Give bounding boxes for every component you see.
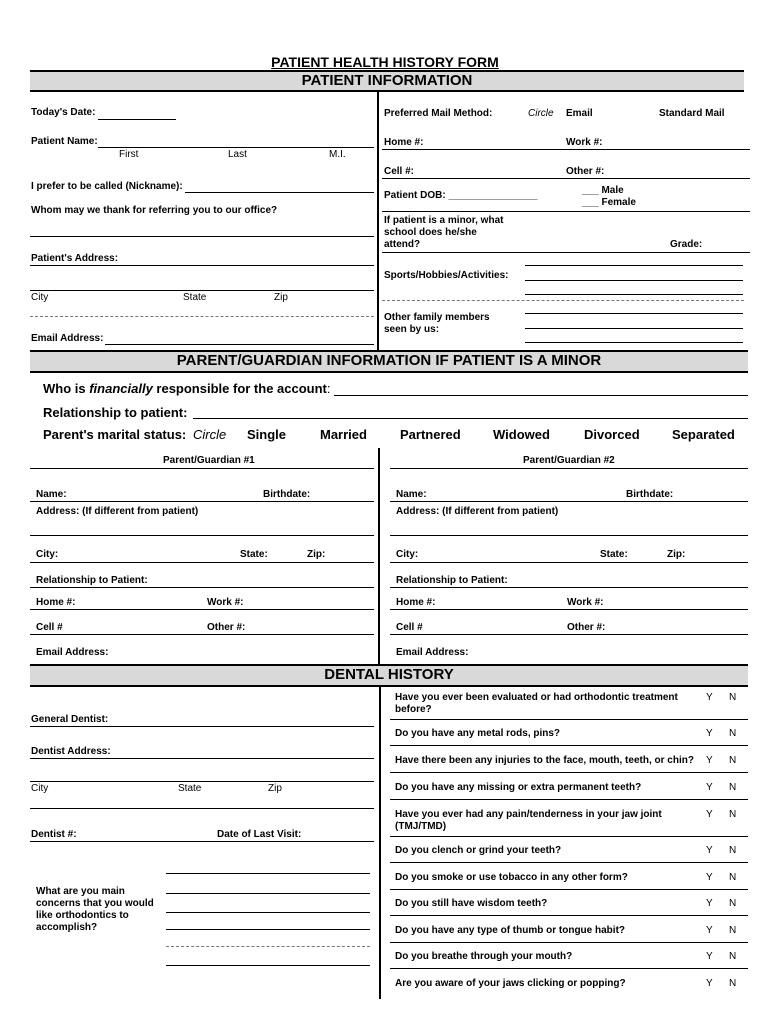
q9-yes[interactable]: Y: [706, 925, 713, 936]
g1-email-label: Email Address:: [36, 647, 109, 658]
dentist-zip-caption: Zip: [268, 783, 282, 794]
last-name-caption: Last: [228, 149, 247, 160]
g2-address-field[interactable]: [390, 535, 748, 536]
q6-yes[interactable]: Y: [706, 845, 713, 856]
guardian-2-heading: Parent/Guardian #2: [523, 455, 615, 466]
status-single[interactable]: Single: [247, 427, 287, 442]
q5-yes[interactable]: Y: [706, 809, 713, 820]
question-metal-rods: Do you have any metal rods, pins?: [395, 728, 561, 739]
cell-phone-label: Cell #:: [384, 166, 415, 177]
dentist-number-label: Dentist #:: [31, 829, 77, 840]
minor-school-label: If patient is a minor, what school does he/she attend?: [384, 215, 504, 250]
g2-state-label: State:: [600, 549, 628, 560]
column-divider: [377, 92, 379, 350]
g1-work-label: Work #:: [207, 597, 244, 608]
g2-email-label: Email Address:: [396, 647, 469, 658]
question-orthodontic-treatment: Have you ever been evaluated or had orthodontic treatment before?: [395, 692, 678, 715]
g1-relationship-label: Relationship to Patient:: [36, 575, 148, 586]
g1-address-label: Address: (If different from patient): [36, 506, 199, 517]
patient-address-field[interactable]: [30, 265, 374, 266]
concerns-field-6[interactable]: [166, 965, 370, 966]
status-widowed[interactable]: Widowed: [493, 427, 550, 442]
status-married[interactable]: Married: [320, 427, 367, 442]
question-jaw-pain: Have you ever had any pain/tenderness in your jaw joint (TMJ/TMD): [395, 809, 662, 832]
relationship-field[interactable]: [193, 418, 748, 419]
question-mouth-breathing: Do you breathe through your mouth?: [395, 951, 573, 962]
q10-divider: [390, 968, 748, 969]
school-grade-field[interactable]: [382, 252, 750, 253]
guardian-2-heading-line: [390, 468, 748, 469]
general-dentist-field[interactable]: [30, 726, 374, 727]
family-field-2[interactable]: [525, 328, 743, 329]
status-separated[interactable]: Separated: [672, 427, 735, 442]
other-phone-label: Other #:: [566, 166, 605, 177]
todays-date-field[interactable]: [98, 119, 176, 120]
q5-no[interactable]: N: [729, 809, 737, 820]
q2-yes[interactable]: Y: [706, 728, 713, 739]
nickname-field[interactable]: [185, 192, 374, 193]
status-partnered[interactable]: Partnered: [400, 427, 461, 442]
dentist-city-caption: City: [31, 783, 49, 794]
g1-city-label: City:: [36, 549, 59, 560]
q1-yes[interactable]: Y: [706, 692, 713, 703]
mail-option-standard[interactable]: Standard Mail: [659, 108, 725, 119]
q2-divider: [390, 745, 748, 746]
q1-no[interactable]: N: [729, 692, 737, 703]
q10-yes[interactable]: Y: [706, 951, 713, 962]
g2-city-label: City:: [396, 549, 419, 560]
g2-cell-other-field[interactable]: [390, 634, 748, 635]
patient-address-field-2[interactable]: [30, 290, 374, 291]
g1-cell-other-field[interactable]: [30, 634, 374, 635]
q1-divider: [390, 719, 748, 720]
concerns-field-2[interactable]: [166, 893, 370, 894]
family-field-1[interactable]: [525, 313, 743, 314]
marital-status-label: Parent's marital status:: [43, 427, 187, 442]
form-title: PATIENT HEALTH HISTORY FORM: [271, 54, 499, 70]
main-concerns-label: What are you main concerns that you would like orthodontics to accomplish?: [36, 886, 154, 933]
g1-city-field[interactable]: [30, 562, 374, 563]
sports-field-2[interactable]: [525, 280, 743, 281]
dentist-address-label: Dentist Address:: [31, 746, 111, 757]
q5-divider: [390, 836, 748, 837]
g2-city-field[interactable]: [390, 562, 748, 563]
referral-field[interactable]: [30, 236, 374, 237]
g1-relationship-field[interactable]: [30, 587, 374, 588]
dentist-address-field[interactable]: [30, 758, 374, 759]
question-clench-grind: Do you clench or grind your teeth?: [395, 845, 562, 856]
concerns-field-1[interactable]: [166, 873, 370, 874]
patient-dob-label[interactable]: Patient DOB: ________________: [384, 190, 538, 201]
city-caption: City: [31, 292, 49, 303]
question-missing-teeth: Do you have any missing or extra permanent teeth?: [395, 782, 642, 793]
dentist-state-caption: State: [178, 783, 202, 794]
concerns-field-4[interactable]: [166, 929, 370, 930]
g2-birthdate-label: Birthdate:: [626, 489, 674, 500]
mi-caption: M.I.: [329, 149, 346, 160]
email-address-field[interactable]: [105, 344, 374, 345]
q11-yes[interactable]: Y: [706, 978, 713, 989]
q8-no[interactable]: N: [729, 898, 737, 909]
q10-no[interactable]: N: [729, 951, 737, 962]
mail-option-email[interactable]: Email: [566, 108, 593, 119]
sports-label: Sports/Hobbies/Activities:: [384, 270, 509, 281]
dob-row-divider: [382, 211, 750, 212]
g1-birthdate-label: Birthdate:: [263, 489, 311, 500]
g2-address-label: Address: (If different from patient): [396, 506, 559, 517]
gender-male-option[interactable]: ___ Male: [582, 185, 624, 196]
dentist-number-field[interactable]: [30, 841, 374, 842]
g2-home-work-field[interactable]: [390, 609, 748, 610]
question-injuries: Have there been any injuries to the face, mouth, teeth, or chin?: [395, 755, 694, 766]
question-wisdom-teeth: Do you still have wisdom teeth?: [395, 898, 548, 909]
g1-address-field[interactable]: [30, 535, 374, 536]
concerns-field-5[interactable]: [166, 946, 370, 947]
g2-home-label: Home #:: [396, 597, 436, 608]
g2-name-field[interactable]: [390, 501, 748, 502]
state-caption: State: [183, 292, 207, 303]
q3-yes[interactable]: Y: [706, 755, 713, 766]
preferred-mail-label: Preferred Mail Method:: [384, 108, 493, 119]
q2-no[interactable]: N: [729, 728, 737, 739]
g2-relationship-label: Relationship to Patient:: [396, 575, 508, 586]
cell-other-field[interactable]: [382, 178, 750, 179]
family-field-3[interactable]: [525, 342, 743, 343]
q3-divider: [390, 772, 748, 773]
patient-address-label: Patient's Address:: [31, 253, 119, 264]
last-visit-label: Date of Last Visit:: [217, 829, 302, 840]
relationship-label: Relationship to patient:: [43, 405, 188, 420]
q6-no[interactable]: N: [729, 845, 737, 856]
circle-caption: Circle: [528, 108, 554, 119]
q8-divider: [390, 915, 748, 916]
q4-divider: [390, 799, 748, 800]
status-divorced[interactable]: Divorced: [584, 427, 640, 442]
dentist-city-field[interactable]: [30, 808, 374, 809]
grade-label: Grade:: [670, 239, 703, 250]
q7-yes[interactable]: Y: [706, 872, 713, 883]
patient-name-field[interactable]: [98, 147, 374, 148]
email-address-label: Email Address:: [31, 333, 104, 344]
question-jaw-clicking: Are you aware of your jaws clicking or popping?: [395, 978, 626, 989]
work-phone-label: Work #:: [566, 137, 603, 148]
sports-divider: [382, 300, 744, 301]
financially-responsible-label: Who is financially responsible for the account:: [43, 381, 331, 396]
q4-yes[interactable]: Y: [706, 782, 713, 793]
home-phone-label: Home #:: [384, 137, 424, 148]
g1-zip-label: Zip:: [307, 549, 326, 560]
guardian-1-heading-line: [30, 468, 374, 469]
g2-cell-label: Cell #: [396, 622, 423, 633]
zip-caption: Zip: [274, 292, 288, 303]
gender-female-option[interactable]: ___ Female: [582, 197, 636, 208]
nickname-label: I prefer to be called (Nickname):: [31, 181, 183, 192]
q7-divider: [390, 889, 748, 890]
g1-home-label: Home #:: [36, 597, 76, 608]
general-dentist-label: General Dentist:: [31, 714, 109, 725]
q11-no[interactable]: N: [729, 978, 737, 989]
address-city-field[interactable]: [30, 316, 374, 317]
q4-no[interactable]: N: [729, 782, 737, 793]
g1-cell-label: Cell #: [36, 622, 63, 633]
q9-no[interactable]: N: [729, 925, 737, 936]
g1-name-label: Name:: [36, 489, 67, 500]
home-work-field[interactable]: [382, 149, 750, 150]
sports-field-3[interactable]: [525, 294, 743, 295]
concerns-field-3[interactable]: [166, 912, 370, 913]
sports-field-1[interactable]: [525, 265, 743, 266]
guardian-1-heading: Parent/Guardian #1: [163, 455, 255, 466]
g1-state-label: State:: [240, 549, 268, 560]
first-name-caption: First: [119, 149, 139, 160]
q8-yes[interactable]: Y: [706, 898, 713, 909]
marital-circle-caption: Circle: [193, 427, 227, 442]
financially-responsible-field[interactable]: [334, 395, 748, 396]
q6-divider: [390, 862, 748, 863]
g1-other-label: Other #:: [207, 622, 246, 633]
referral-label: Whom may we thank for referring you to our office?: [31, 205, 278, 216]
dentist-address-field-2[interactable]: [30, 781, 374, 782]
question-tobacco: Do you smoke or use tobacco in any other form?: [395, 872, 628, 883]
patient-name-label: Patient Name:: [31, 136, 98, 147]
g2-zip-label: Zip:: [667, 549, 686, 560]
family-members-label: Other family members seen by us:: [384, 312, 490, 335]
q9-divider: [390, 942, 748, 943]
section-dental-history: DENTAL HISTORY: [30, 664, 748, 687]
guardian-divider: [378, 448, 380, 666]
q7-no[interactable]: N: [729, 872, 737, 883]
dental-divider: [379, 687, 381, 999]
question-thumb-tongue-habit: Do you have any type of thumb or tongue habit?: [395, 925, 626, 936]
g1-home-work-field[interactable]: [30, 609, 374, 610]
g2-work-label: Work #:: [567, 597, 604, 608]
q3-no[interactable]: N: [729, 755, 737, 766]
g2-name-label: Name:: [396, 489, 427, 500]
g2-other-label: Other #:: [567, 622, 606, 633]
todays-date-label: Today's Date:: [31, 107, 96, 118]
g1-name-field[interactable]: [30, 501, 374, 502]
g2-relationship-field[interactable]: [390, 587, 748, 588]
section-parent-guardian: PARENT/GUARDIAN INFORMATION IF PATIENT IS A MINOR: [30, 350, 748, 373]
section-patient-information: PATIENT INFORMATION: [30, 70, 744, 92]
